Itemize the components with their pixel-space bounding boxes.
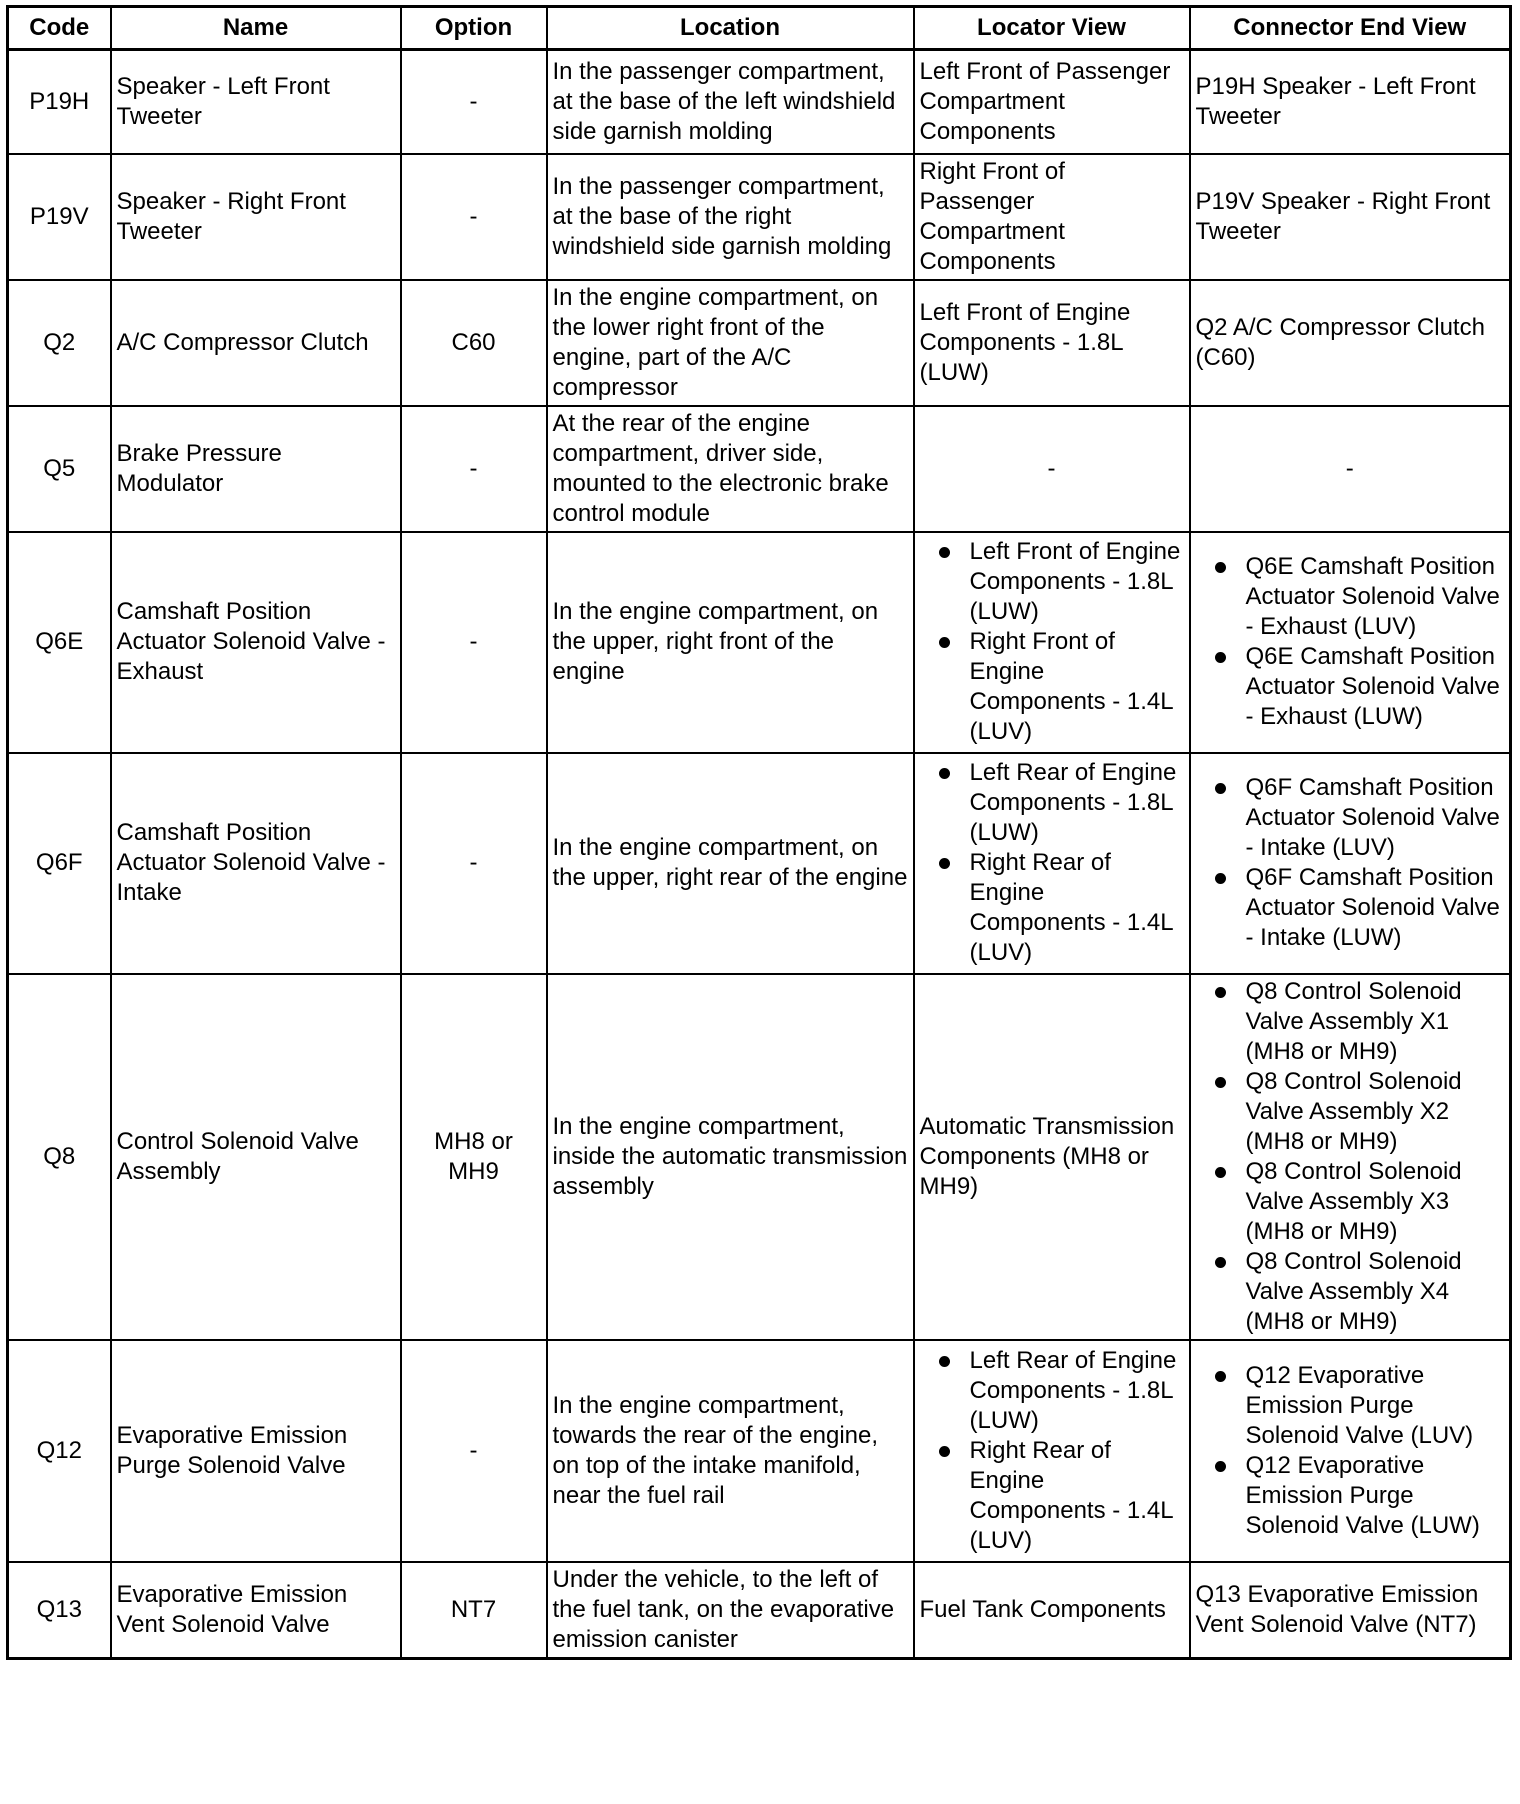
cell-connector-end-view <box>1190 974 1511 1340</box>
header-location: Location <box>547 7 914 50</box>
cell-locator-view: Fuel Tank Components <box>914 1562 1190 1659</box>
cell-locator-view: - <box>914 406 1190 532</box>
cell-connector-end-view: Q2 A/C Compressor Clutch (C60) <box>1190 280 1511 406</box>
cell-option: NT7 <box>401 1562 547 1659</box>
bullet-item: Left Rear of Engine Components - 1.8L (LUW) <box>920 758 1184 848</box>
table-row <box>8 50 1511 154</box>
bullet-item: Q12 Evaporative Emission Purge Solenoid Valve (LUV) <box>1196 1361 1505 1451</box>
cell-locator-view: Left Front of Passenger Compartment Components <box>914 50 1190 154</box>
cell-code: Q6F <box>8 753 111 974</box>
bullet-item: Q8 Control Solenoid Valve Assembly X4 (MH8 or MH9) <box>1196 1247 1505 1337</box>
cell-option: C60 <box>401 280 547 406</box>
cell-code: Q13 <box>8 1562 111 1659</box>
cell-option: - <box>401 406 547 532</box>
bullet-list <box>1196 552 1505 732</box>
bullet-list <box>920 1346 1184 1556</box>
table-row <box>8 280 1511 406</box>
cell-location: In the engine compartment, on the lower right front of the engine, part of the A/C compressor <box>547 280 914 406</box>
cell-name: A/C Compressor Clutch <box>111 280 401 406</box>
header-code: Code <box>8 7 111 50</box>
bullet-item: Q8 Control Solenoid Valve Assembly X2 (MH8 or MH9) <box>1196 1067 1505 1157</box>
cell-name: Speaker - Right Front Tweeter <box>111 154 401 280</box>
cell-locator-view <box>914 753 1190 974</box>
cell-connector-end-view: Q13 Evaporative Emission Vent Solenoid Valve (NT7) <box>1190 1562 1511 1659</box>
cell-option: - <box>401 753 547 974</box>
cell-code: P19V <box>8 154 111 280</box>
cell-locator-view: Right Front of Passenger Compartment Components <box>914 154 1190 280</box>
cell-code: Q8 <box>8 974 111 1340</box>
bullet-item: Q8 Control Solenoid Valve Assembly X3 (MH8 or MH9) <box>1196 1157 1505 1247</box>
cell-location: In the engine compartment, on the upper, right front of the engine <box>547 532 914 753</box>
cell-name: Evaporative Emission Purge Solenoid Valve <box>111 1340 401 1562</box>
cell-locator-view: Automatic Transmission Components (MH8 or MH9) <box>914 974 1190 1340</box>
table-header-row <box>8 7 1511 50</box>
table-row <box>8 154 1511 280</box>
cell-location: In the engine compartment, inside the automatic transmission assembly <box>547 974 914 1340</box>
table-row <box>8 974 1511 1340</box>
cell-locator-view <box>914 1340 1190 1562</box>
header-locator-view: Locator View <box>914 7 1190 50</box>
table-row <box>8 1562 1511 1659</box>
bullet-list <box>920 537 1184 747</box>
bullet-list <box>1196 1361 1505 1541</box>
cell-location: At the rear of the engine compartment, driver side, mounted to the electronic brake control module <box>547 406 914 532</box>
bullet-item: Q6F Camshaft Position Actuator Solenoid Valve - Intake (LUV) <box>1196 773 1505 863</box>
cell-name: Evaporative Emission Vent Solenoid Valve <box>111 1562 401 1659</box>
cell-code: Q5 <box>8 406 111 532</box>
cell-name: Speaker - Left Front Tweeter <box>111 50 401 154</box>
bullet-item: Left Front of Engine Components - 1.8L (LUW) <box>920 537 1184 627</box>
cell-code: Q2 <box>8 280 111 406</box>
cell-location: In the engine compartment, towards the rear of the engine, on top of the intake manifold, near the fuel rail <box>547 1340 914 1562</box>
cell-location: Under the vehicle, to the left of the fuel tank, on the evaporative emission canister <box>547 1562 914 1659</box>
table-row <box>8 1340 1511 1562</box>
bullet-list <box>1196 977 1505 1337</box>
cell-name: Control Solenoid Valve Assembly <box>111 974 401 1340</box>
cell-connector-end-view <box>1190 753 1511 974</box>
cell-connector-end-view <box>1190 532 1511 753</box>
cell-option: - <box>401 154 547 280</box>
table-row <box>8 753 1511 974</box>
bullet-item: Q6F Camshaft Position Actuator Solenoid Valve - Intake (LUW) <box>1196 863 1505 953</box>
cell-option: - <box>401 50 547 154</box>
cell-connector-end-view: P19V Speaker - Right Front Tweeter <box>1190 154 1511 280</box>
table-row <box>8 532 1511 753</box>
cell-name: Camshaft Position Actuator Solenoid Valve - Exhaust <box>111 532 401 753</box>
bullet-list <box>920 758 1184 968</box>
bullet-item: Q8 Control Solenoid Valve Assembly X1 (MH8 or MH9) <box>1196 977 1505 1067</box>
cell-option: - <box>401 532 547 753</box>
cell-name: Camshaft Position Actuator Solenoid Valve - Intake <box>111 753 401 974</box>
cell-option: - <box>401 1340 547 1562</box>
table-body <box>8 50 1511 1659</box>
cell-code: P19H <box>8 50 111 154</box>
cell-locator-view <box>914 532 1190 753</box>
cell-option: MH8 or MH9 <box>401 974 547 1340</box>
cell-connector-end-view: P19H Speaker - Left Front Tweeter <box>1190 50 1511 154</box>
table-row <box>8 406 1511 532</box>
bullet-list <box>1196 773 1505 953</box>
cell-locator-view: Left Front of Engine Components - 1.8L (LUW) <box>914 280 1190 406</box>
bullet-item: Right Rear of Engine Components - 1.4L (LUV) <box>920 848 1184 968</box>
bullet-item: Q6E Camshaft Position Actuator Solenoid Valve - Exhaust (LUW) <box>1196 642 1505 732</box>
bullet-item: Right Front of Engine Components - 1.4L (LUV) <box>920 627 1184 747</box>
bullet-item: Q6E Camshaft Position Actuator Solenoid Valve - Exhaust (LUV) <box>1196 552 1505 642</box>
cell-name: Brake Pressure Modulator <box>111 406 401 532</box>
bullet-item: Q12 Evaporative Emission Purge Solenoid Valve (LUW) <box>1196 1451 1505 1541</box>
cell-location: In the passenger compartment, at the base of the left windshield side garnish molding <box>547 50 914 154</box>
header-connector-end-view: Connector End View <box>1190 7 1511 50</box>
cell-connector-end-view <box>1190 1340 1511 1562</box>
cell-location: In the engine compartment, on the upper, right rear of the engine <box>547 753 914 974</box>
cell-code: Q12 <box>8 1340 111 1562</box>
bullet-item: Right Rear of Engine Components - 1.4L (LUV) <box>920 1436 1184 1556</box>
component-locator-table <box>6 5 1512 1660</box>
cell-connector-end-view: - <box>1190 406 1511 532</box>
cell-location: In the passenger compartment, at the base of the right windshield side garnish molding <box>547 154 914 280</box>
bullet-item: Left Rear of Engine Components - 1.8L (LUW) <box>920 1346 1184 1436</box>
cell-code: Q6E <box>8 532 111 753</box>
header-name: Name <box>111 7 401 50</box>
header-option: Option <box>401 7 547 50</box>
